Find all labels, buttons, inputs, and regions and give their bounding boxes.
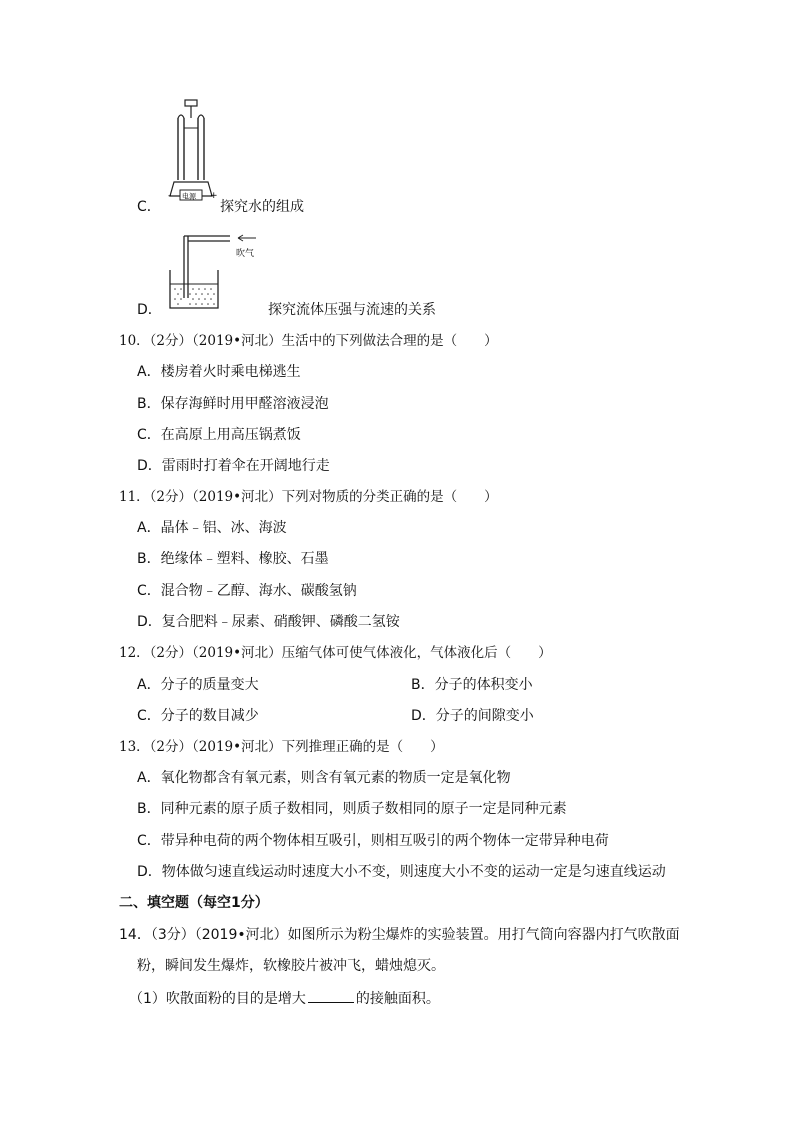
- answer-blank[interactable]: [308, 988, 354, 1003]
- power-supply-label: 电源: [182, 192, 196, 201]
- q11-option-a: A．晶体﹣铝、冰、海波: [137, 520, 287, 536]
- plus-sign: +: [210, 191, 218, 201]
- q11-stem: 11．（2分）（2019•河北）下列对物质的分类正确的是（ ）: [119, 489, 498, 505]
- q13-option-d: D．物体做匀速直线运动时速度大小不变，则速度大小不变的运动一定是匀速直线运动: [137, 864, 666, 880]
- q13-stem: 13．（2分）（2019•河北）下列推理正确的是（ ）: [119, 739, 444, 755]
- minus-sign: -: [168, 191, 172, 201]
- q10-option-b: B．保存海鲜时用甲醛溶液浸泡: [137, 396, 329, 412]
- q11-option-b: B．绝缘体﹣塑料、橡胶、石墨: [137, 551, 329, 567]
- q14-sub1-after: 的接触面积。: [355, 991, 440, 1007]
- option-c-text: 探究水的组成: [220, 199, 304, 215]
- q11-option-c: C．混合物﹣乙醇、海水、碳酸氢钠: [137, 583, 357, 599]
- q13-option-b: B．同种元素的原子质子数相同，则质子数相同的原子一定是同种元素: [137, 801, 567, 817]
- option-d-letter: D．: [137, 302, 162, 318]
- q12-option-c: C．分子的数目减少: [137, 708, 259, 724]
- section-title: 二、填空题（每空1分）: [119, 895, 269, 911]
- beaker-straw-figure: [166, 232, 276, 312]
- option-d-text: 探究流体压强与流速的关系: [268, 302, 436, 318]
- option-c-letter: C．: [137, 199, 161, 215]
- q10-option-c: C．在高原上用高压锅煮饭: [137, 427, 301, 443]
- q10-option-a: A．楼房着火时乘电梯逃生: [137, 364, 301, 380]
- q13-option-a: A．氧化物都含有氧元素，则含有氧元素的物质一定是氧化物: [137, 770, 511, 786]
- q14-sub1: [129, 988, 440, 1008]
- q13-option-c: C．带异种电荷的两个物体相互吸引，则相互吸引的两个物体一定带异种电荷: [137, 833, 609, 849]
- q12-option-b: B．分子的体积变小: [411, 677, 533, 693]
- q12-stem: 12．（2分）（2019•河北）压缩气体可使气体液化，气体液化后（ ）: [119, 645, 552, 661]
- electrolysis-apparatus-figure: [168, 98, 218, 210]
- q10-stem: 10．（2分）（2019•河北）生活中的下列做法合理的是（ ）: [119, 333, 498, 349]
- q12-option-d: D．分子的间隙变小: [411, 708, 534, 724]
- q12-option-a: A．分子的质量变大: [137, 677, 259, 693]
- blow-label: 吹气: [236, 249, 255, 259]
- q14-sub1-before: （1）吹散面粉的目的是增大: [129, 991, 306, 1007]
- q11-option-d: D．复合肥料﹣尿素、硝酸钾、磷酸二氢铵: [137, 614, 400, 630]
- q10-option-d: D．雷雨时打着伞在开阔地行走: [137, 458, 330, 474]
- q14-stem-line2: 粉，瞬间发生爆炸，软橡胶片被冲飞，蜡烛熄灭。: [137, 958, 445, 974]
- q14-stem-line1: 14．（3分）（2019•河北）如图所示为粉尘爆炸的实验装置。用打气筒向容器内打气吹散面: [119, 927, 680, 943]
